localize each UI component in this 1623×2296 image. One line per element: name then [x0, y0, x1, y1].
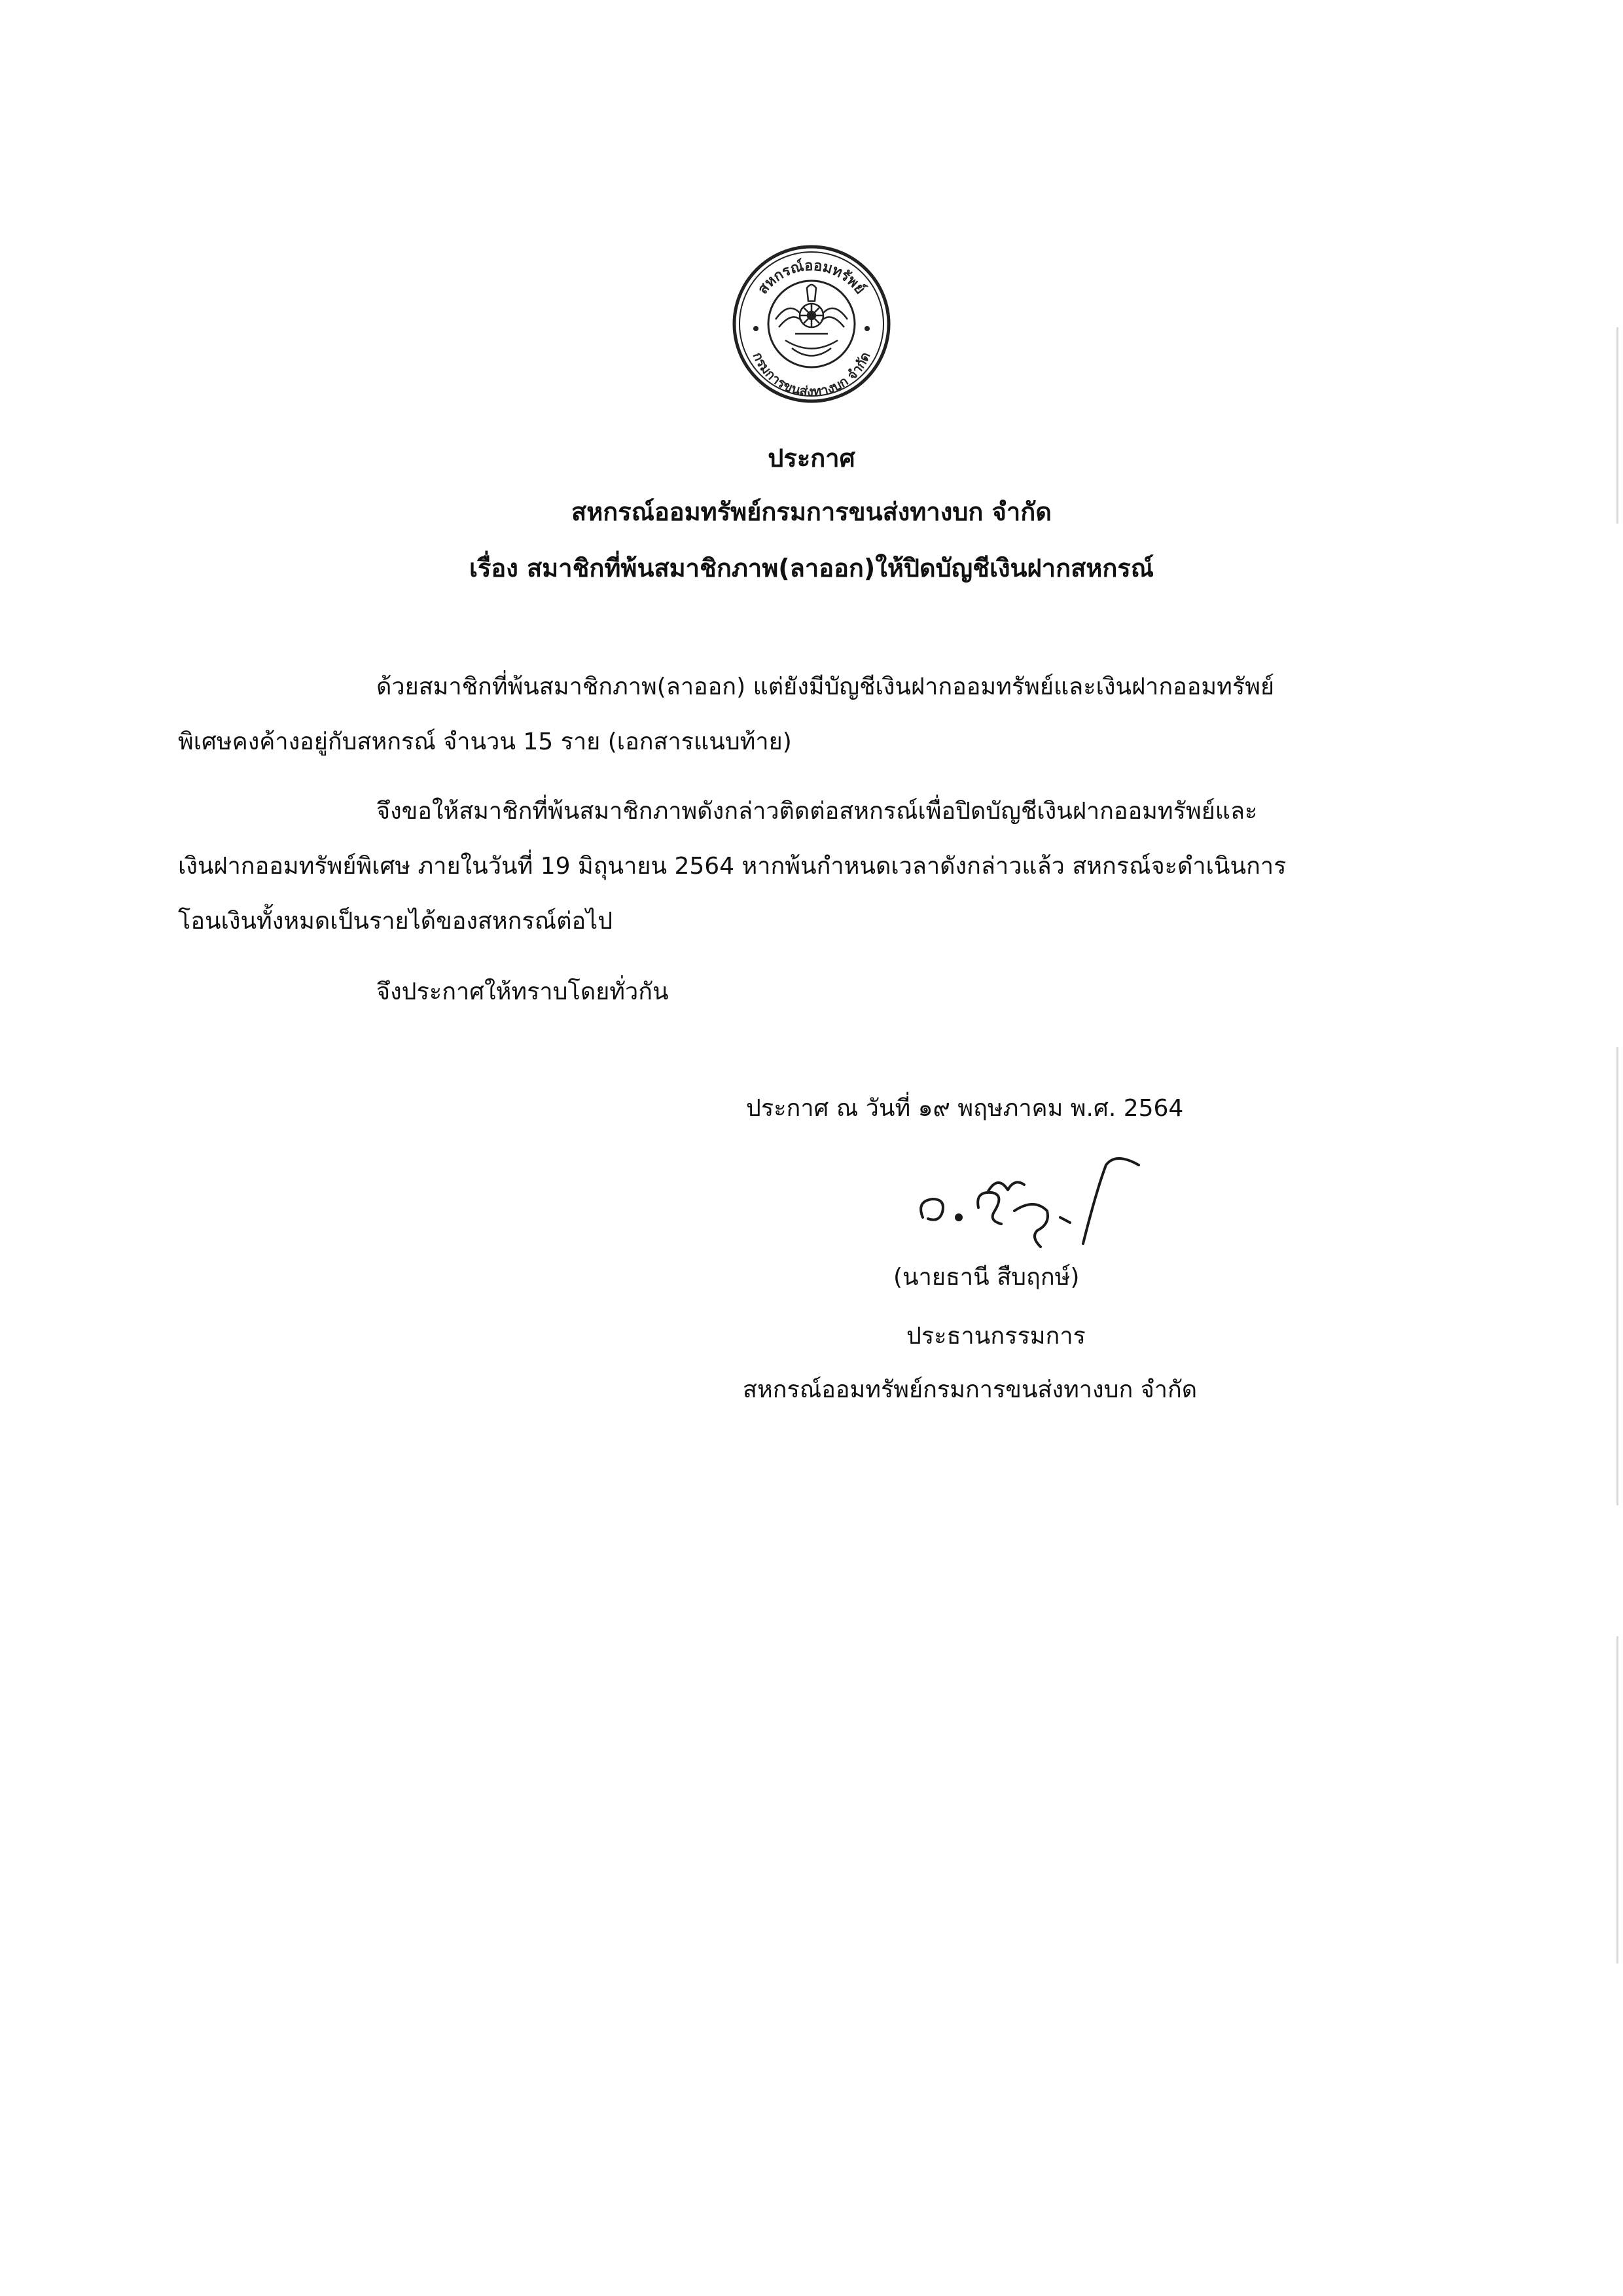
cooperative-seal [730, 242, 893, 406]
signer-organization: สหกรณ์ออมทรัพย์กรมการขนส่งทางบก จำกัด [743, 1376, 1198, 1403]
svg-text:กรมการขนส่งทางบก จำกัด [750, 350, 874, 399]
signature-icon [910, 1139, 1158, 1270]
scan-edge-mark [1616, 1047, 1618, 1505]
announcement-title: ประกาศ [768, 444, 855, 473]
paragraph2-line2: เงินฝากออมทรัพย์พิเศษ ภายในวันที่ 19 มิถุนายน 2564 หากพ้นกำหนดเวลาดังกล่าวแล้ว สหกรณ์จะดำเนินการ [178, 853, 1287, 880]
paragraph1-line2: พิเศษคงค้างอยู่กับสหกรณ์ จำนวน 15 ราย (เอกสารแนบท้าย) [178, 728, 792, 755]
signer-title: ประธานกรรมการ [906, 1323, 1086, 1350]
scan-edge-mark [1616, 1636, 1618, 1964]
scan-edge-mark [1616, 327, 1618, 524]
announcement-date: ประกาศ ณ วันที่ ๑๙ พฤษภาคม พ.ศ. 2564 [746, 1095, 1184, 1122]
seal-top-text: สหกรณ์ออมทรัพย์ [755, 257, 868, 298]
paragraph2-line3: โอนเงินทั้งหมดเป็นรายได้ของสหกรณ์ต่อไป [178, 908, 613, 935]
seal-bottom-text: กรมการขนส่งทางบก จำกัด [749, 350, 874, 400]
organization-name: สหกรณ์ออมทรัพย์กรมการขนส่งทางบก จำกัด [571, 497, 1052, 526]
announcement-subject: เรื่อง สมาชิกที่พ้นสมาชิกภาพ(ลาออก)ให้ปิดบัญชีเงินฝากสหกรณ์ [469, 554, 1154, 583]
signer-name: (นายธานี สืบฤกษ์) [893, 1264, 1080, 1291]
closing-statement: จึงประกาศให้ทราบโดยทั่วกัน [376, 978, 669, 1005]
paragraph1-line1: ด้วยสมาชิกที่พ้นสมาชิกภาพ(ลาออก) แต่ยังมีบัญชีเงินฝากออมทรัพย์และเงินฝากออมทรัพย์ [376, 673, 1275, 700]
handwritten-signature [910, 1139, 1158, 1270]
paragraph2-line1: จึงขอให้สมาชิกที่พ้นสมาชิกภาพดังกล่าวติดต่อสหกรณ์เพื่อปิดบัญชีเงินฝากออมทรัพย์และ [376, 798, 1258, 825]
seal-emblem-icon [730, 242, 893, 406]
